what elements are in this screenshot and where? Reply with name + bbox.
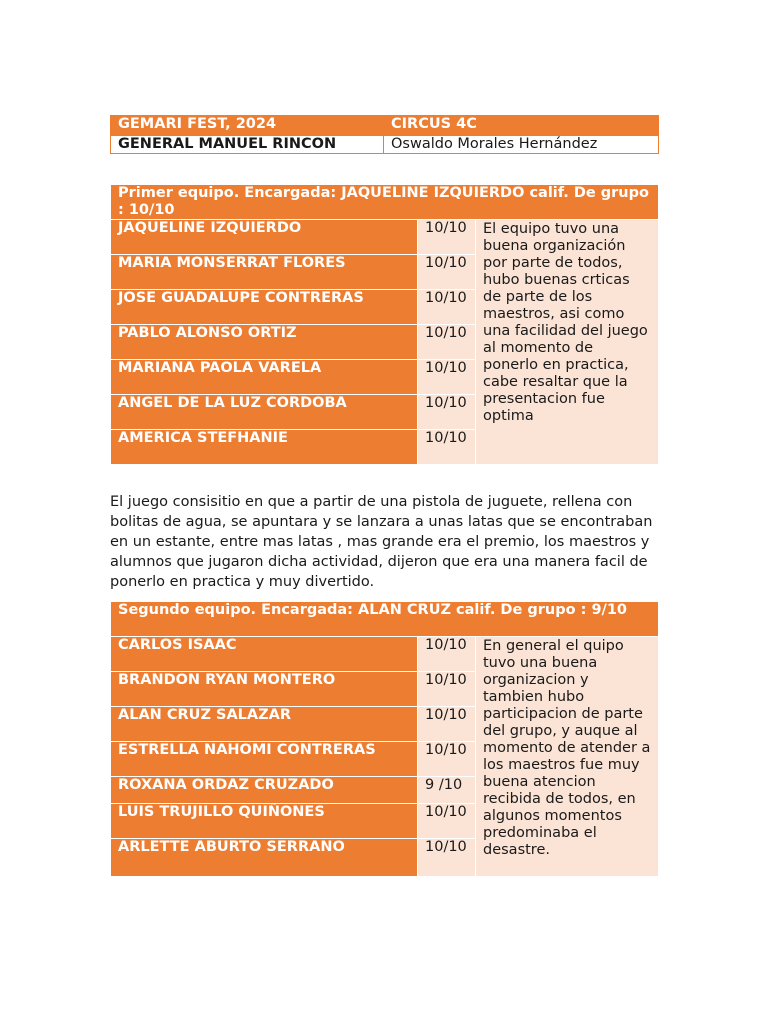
member-score: 9 /10 xyxy=(418,777,476,804)
teacher-name: Oswaldo Morales Hernández xyxy=(384,136,659,154)
member-name: ESTRELLA NAHOMI CONTRERAS xyxy=(111,742,418,777)
member-score: 10/10 xyxy=(418,672,476,707)
header-row-1 xyxy=(111,116,659,136)
team1-row xyxy=(111,220,659,255)
team2-title-row xyxy=(111,602,659,637)
member-name: MARIANA PAOLA VARELA xyxy=(111,360,418,395)
member-score: 10/10 xyxy=(418,290,476,325)
game-description: El juego consisitio en que a partir de una pistola de juguete, rellena con bolitas de agua, se apuntara y se lanzara a unas latas que se encontraban en un estante, entre mas latas , mas grande era el premio, los maestros y alumnos que jugaron dicha actividad, dijeron que era una manera facil de ponerlo en practica y muy divertido. xyxy=(110,494,653,590)
member-name: JAQUELINE IZQUIERDO xyxy=(111,220,418,255)
member-score: 10/10 xyxy=(418,430,476,465)
team2-title: Segundo equipo. Encargada: ALAN CRUZ calif. De grupo : 9/10 xyxy=(111,602,659,637)
member-score: 10/10 xyxy=(418,360,476,395)
member-name: ROXANA ORDAZ CRUZADO xyxy=(111,777,418,804)
team2-row xyxy=(111,637,659,672)
member-score: 10/10 xyxy=(418,742,476,777)
member-score: 10/10 xyxy=(418,804,476,839)
member-name: ANGEL DE LA LUZ CORDOBA xyxy=(111,395,418,430)
member-score: 10/10 xyxy=(418,839,476,877)
team1-table xyxy=(110,184,659,465)
team1-title: Primer equipo. Encargada: JAQUELINE IZQUIERDO calif. De grupo : 10/10 xyxy=(111,185,659,220)
team2-comment: En general el quipo tuvo una buena organizacion y tambien hubo participacion de parte del grupo, y auque al momento de atender a los maestros fue muy buena atencion recibida de todos, en algunos momentos predominaba el desastre. xyxy=(476,637,659,877)
team1-title-row xyxy=(111,185,659,220)
member-score: 10/10 xyxy=(418,220,476,255)
header-row-2 xyxy=(111,136,659,154)
member-name: JOSE GUADALUPE CONTRERAS xyxy=(111,290,418,325)
school-name: GENERAL MANUEL RINCON xyxy=(111,136,384,154)
member-name: ALAN CRUZ SALAZAR xyxy=(111,707,418,742)
team1-comment: El equipo tuvo una buena organización por parte de todos, hubo buenas crticas de parte de los maestros, asi como una facilidad del juego al momento de ponerlo en practica, cabe resaltar que la presentacion fue optima xyxy=(476,220,659,465)
member-name: MARIA MONSERRAT FLORES xyxy=(111,255,418,290)
group-name: CIRCUS 4C xyxy=(384,116,659,136)
team2-table xyxy=(110,601,659,877)
member-name: CARLOS ISAAC xyxy=(111,637,418,672)
member-name: BRANDON RYAN MONTERO xyxy=(111,672,418,707)
member-score: 10/10 xyxy=(418,325,476,360)
member-name: LUIS TRUJILLO QUIÑONES xyxy=(111,804,418,839)
member-score: 10/10 xyxy=(418,637,476,672)
member-name: PABLO ALONSO ORTIZ xyxy=(111,325,418,360)
member-name: ARLETTE ABURTO SERRANO xyxy=(111,839,418,877)
member-score: 10/10 xyxy=(418,707,476,742)
member-score: 10/10 xyxy=(418,255,476,290)
event-name: GEMARI FEST, 2024 xyxy=(111,116,384,136)
header-table xyxy=(110,115,659,154)
document-page xyxy=(110,115,658,877)
member-name: AMERICA STEFHANIE xyxy=(111,430,418,465)
member-score: 10/10 xyxy=(418,395,476,430)
